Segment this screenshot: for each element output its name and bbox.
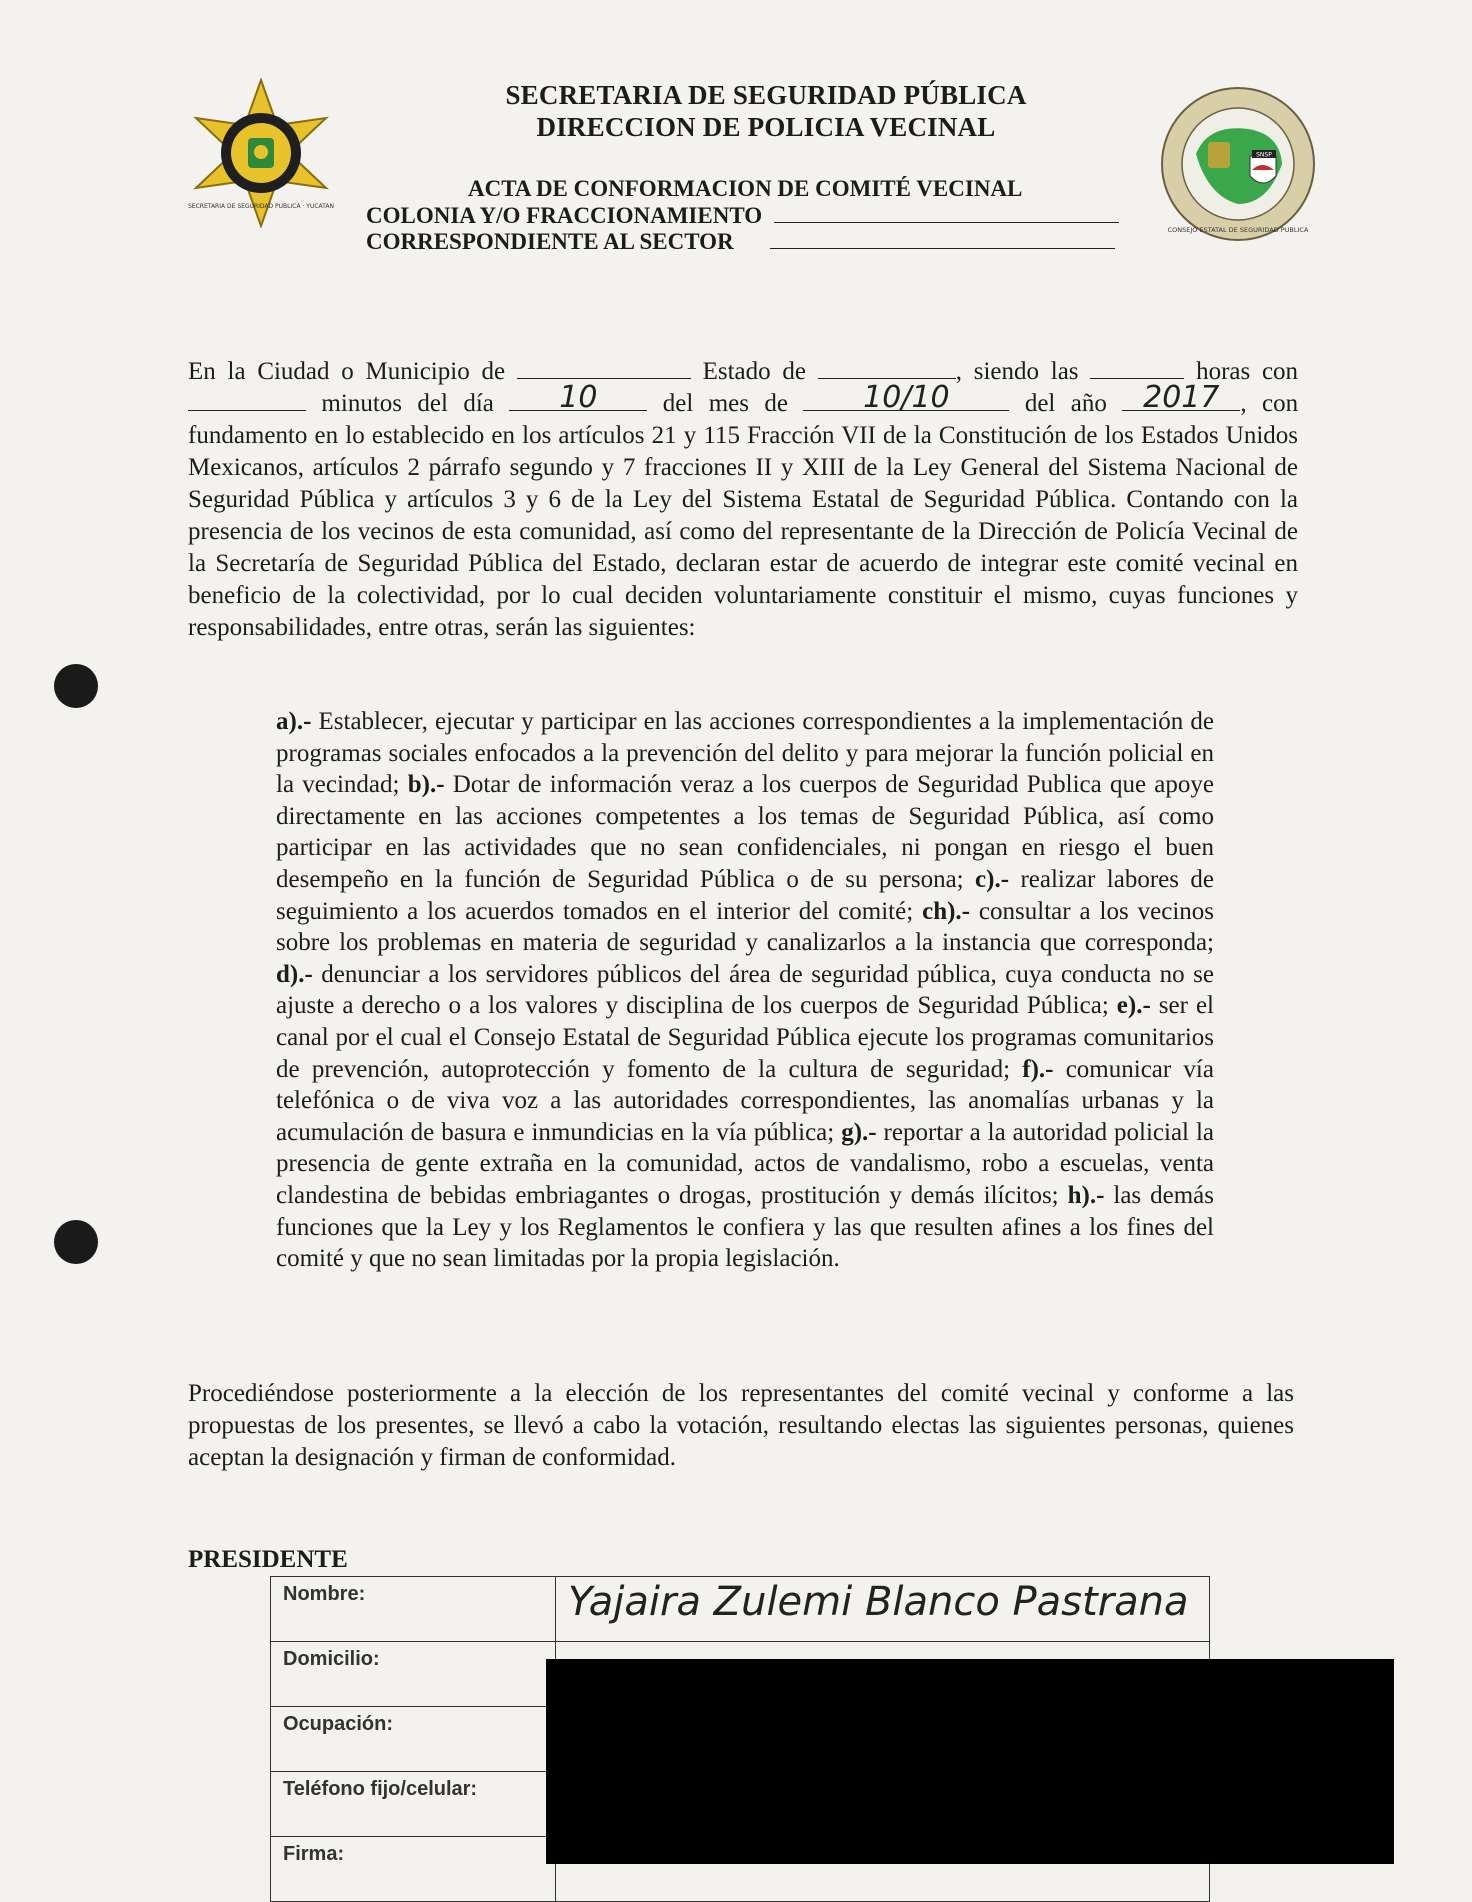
- punch-hole-top: [54, 664, 98, 708]
- ocupacion-label: Ocupación:: [271, 1707, 556, 1772]
- function-b-text: Dotar de información veraz a los cuerpos de Seguridad Publica que apoye directamente en las acciones competentes a los temas de Seguridad Pública, así como participar en las actividades que no sean confidenciales, ni pongan en riesgo el buen desempeño en la función de Seguridad Pública o de su persona;: [276, 771, 1214, 893]
- telefono-label: Teléfono fijo/celular:: [271, 1772, 556, 1837]
- function-d-label: d).-: [276, 960, 313, 988]
- sector-field: [366, 229, 1115, 255]
- function-a-label: a).-: [276, 708, 312, 735]
- nombre-label: Nombre:: [271, 1577, 556, 1642]
- functions-list: [276, 706, 1214, 1275]
- closing-paragraph: Procediéndose posteriormente a la elección de los representantes del comité vecinal y conforme a las propuestas de los presentes, se llevó a cabo la votación, resultando electas las siguientes personas, quienes aceptan la designación y firman de conformidad.: [188, 1380, 1294, 1471]
- colonia-label: COLONIA Y/O FRACCIONAMIENTO: [366, 203, 763, 228]
- intro-text-municipio: En la Ciudad o Municipio de: [188, 358, 506, 385]
- mes-handwritten: 10/10: [863, 380, 950, 415]
- function-h-text: las demás funciones que la Ley y los Reglamentos le confiera y las que resulten afines a los fines del comité y que no sean limitadas por la propia legislación.: [276, 1181, 1214, 1273]
- hora-blank: [1090, 358, 1184, 379]
- estado-blank: [818, 358, 956, 379]
- header-subtitle: ACTA DE CONFORMACION DE COMITÉ VECINAL: [468, 176, 1023, 201]
- function-a-text: Establecer, ejecutar y participar en las acciones correspondientes a la implementación de programas sociales enfocados a la prevención del delito y para mejorar la función policial en la vecindad;: [276, 708, 1214, 799]
- minutos-blank: [188, 390, 306, 411]
- dia-blank: [509, 380, 647, 415]
- function-g-label: g).-: [841, 1118, 877, 1146]
- intro-text-horas: horas con: [1196, 358, 1299, 385]
- sector-blank: [770, 230, 1115, 249]
- municipio-blank: [517, 358, 691, 379]
- left-logo-ring-text: SECRETARIA DE SEGURIDAD PUBLICA · YUCATAN: [188, 203, 334, 210]
- right-logo-badge-text: SNSP: [1256, 151, 1272, 159]
- header-title-line1: SECRETARIA DE SEGURIDAD PÚBLICA: [505, 80, 1027, 110]
- colonia-field: [366, 203, 1119, 229]
- table-row: [271, 1577, 1210, 1642]
- nombre-value-cell: [556, 1577, 1210, 1642]
- function-f-label: f).-: [1022, 1055, 1054, 1083]
- header-title-line2: DIRECCION DE POLICIA VECINAL: [536, 112, 996, 142]
- function-c-label: c).-: [975, 865, 1010, 893]
- right-logo-ring-text: CONSEJO ESTATAL DE SEGURIDAD PUBLICA: [1167, 226, 1309, 234]
- mes-blank: [803, 380, 1009, 415]
- function-f-text: comunicar vía telefónica o de viva voz a las autoridades correspondientes, las anomalías urbanas y la acumulación de basura e inmundicias en la vía pública;: [276, 1055, 1214, 1146]
- sector-label: CORRESPONDIENTE AL SECTOR: [366, 229, 734, 254]
- function-ch-text: consultar a los vecinos sobre los problemas en materia de seguridad y canalizarlos a la instancia que corresponda;: [276, 897, 1214, 957]
- function-e-text: ser el canal por el cual el Consejo Estatal de Seguridad Pública ejecute los programas comunitarios de prevención, autoprotección y fomento de la cultura de seguridad;: [276, 992, 1214, 1083]
- intro-text-anio: del año: [1024, 390, 1107, 417]
- function-g-text: reportar a la autoridad policial la presencia de gente extraña en la comunidad, actos de vandalismo, robo a escuelas, venta clandestina de bebidas embriagantes o drogas, prostitución y demás ilícitos;: [276, 1118, 1215, 1209]
- nombre-handwritten: Yajaira Zulemi Blanco Pastrana: [568, 1579, 1189, 1625]
- function-ch-label: ch).-: [922, 897, 970, 925]
- intro-text-siendo: , siendo las: [955, 358, 1079, 385]
- function-d-text: denunciar a los servidores públicos del área de seguridad pública, cuya conducta no se ajuste a derecho o a los valores y disciplina de los cuerpos de Seguridad Pública;: [276, 960, 1214, 1020]
- intro-text-body: , con fundamento en lo establecido en los artículos 21 y 115 Fracción VII de la Constitución de los Estados Unidos Mexicanos, artículos 2 párrafo segundo y 7 fracciones II y XIII de la Ley General del Sistema Nacional de Seguridad Pública y artículos 3 y 6 de la Ley del Sistema Estatal de Seguridad Pública. Contando con la presencia de los vecinos de esta comunidad, así como del representante de la Dirección de Policía Vecinal de la Secretaría de Seguridad Pública del Estado, declaran estar de acuerdo de integrar este comité vecinal en beneficio de la colectividad, por lo cual deciden voluntariamente constituir el mismo, cuyas funciones y responsabilidades, entre otras, serán las siguientes:: [188, 390, 1299, 641]
- intro-text-dia: minutos del día: [321, 390, 494, 417]
- president-heading: PRESIDENTE: [188, 1546, 348, 1573]
- intro-text-mes: del mes de: [662, 390, 788, 417]
- colonia-blank: [774, 204, 1119, 223]
- function-e-label: e).-: [1116, 992, 1151, 1020]
- function-h-label: h).-: [1067, 1181, 1105, 1209]
- function-c-text: realizar labores de seguimiento a los acuerdos tomados en el interior del comité;: [276, 865, 1214, 925]
- intro-text-estado: Estado de: [702, 358, 806, 385]
- anio-handwritten: 2017: [1143, 380, 1220, 415]
- intro-paragraph: [188, 356, 1298, 644]
- firma-label: Firma:: [271, 1837, 556, 1902]
- anio-blank: [1122, 380, 1240, 415]
- dia-handwritten: 10: [559, 380, 598, 415]
- redaction-block: [546, 1659, 1394, 1864]
- domicilio-label: Domicilio:: [271, 1642, 556, 1707]
- function-b-label: b).-: [407, 771, 445, 799]
- punch-hole-bottom: [54, 1220, 98, 1264]
